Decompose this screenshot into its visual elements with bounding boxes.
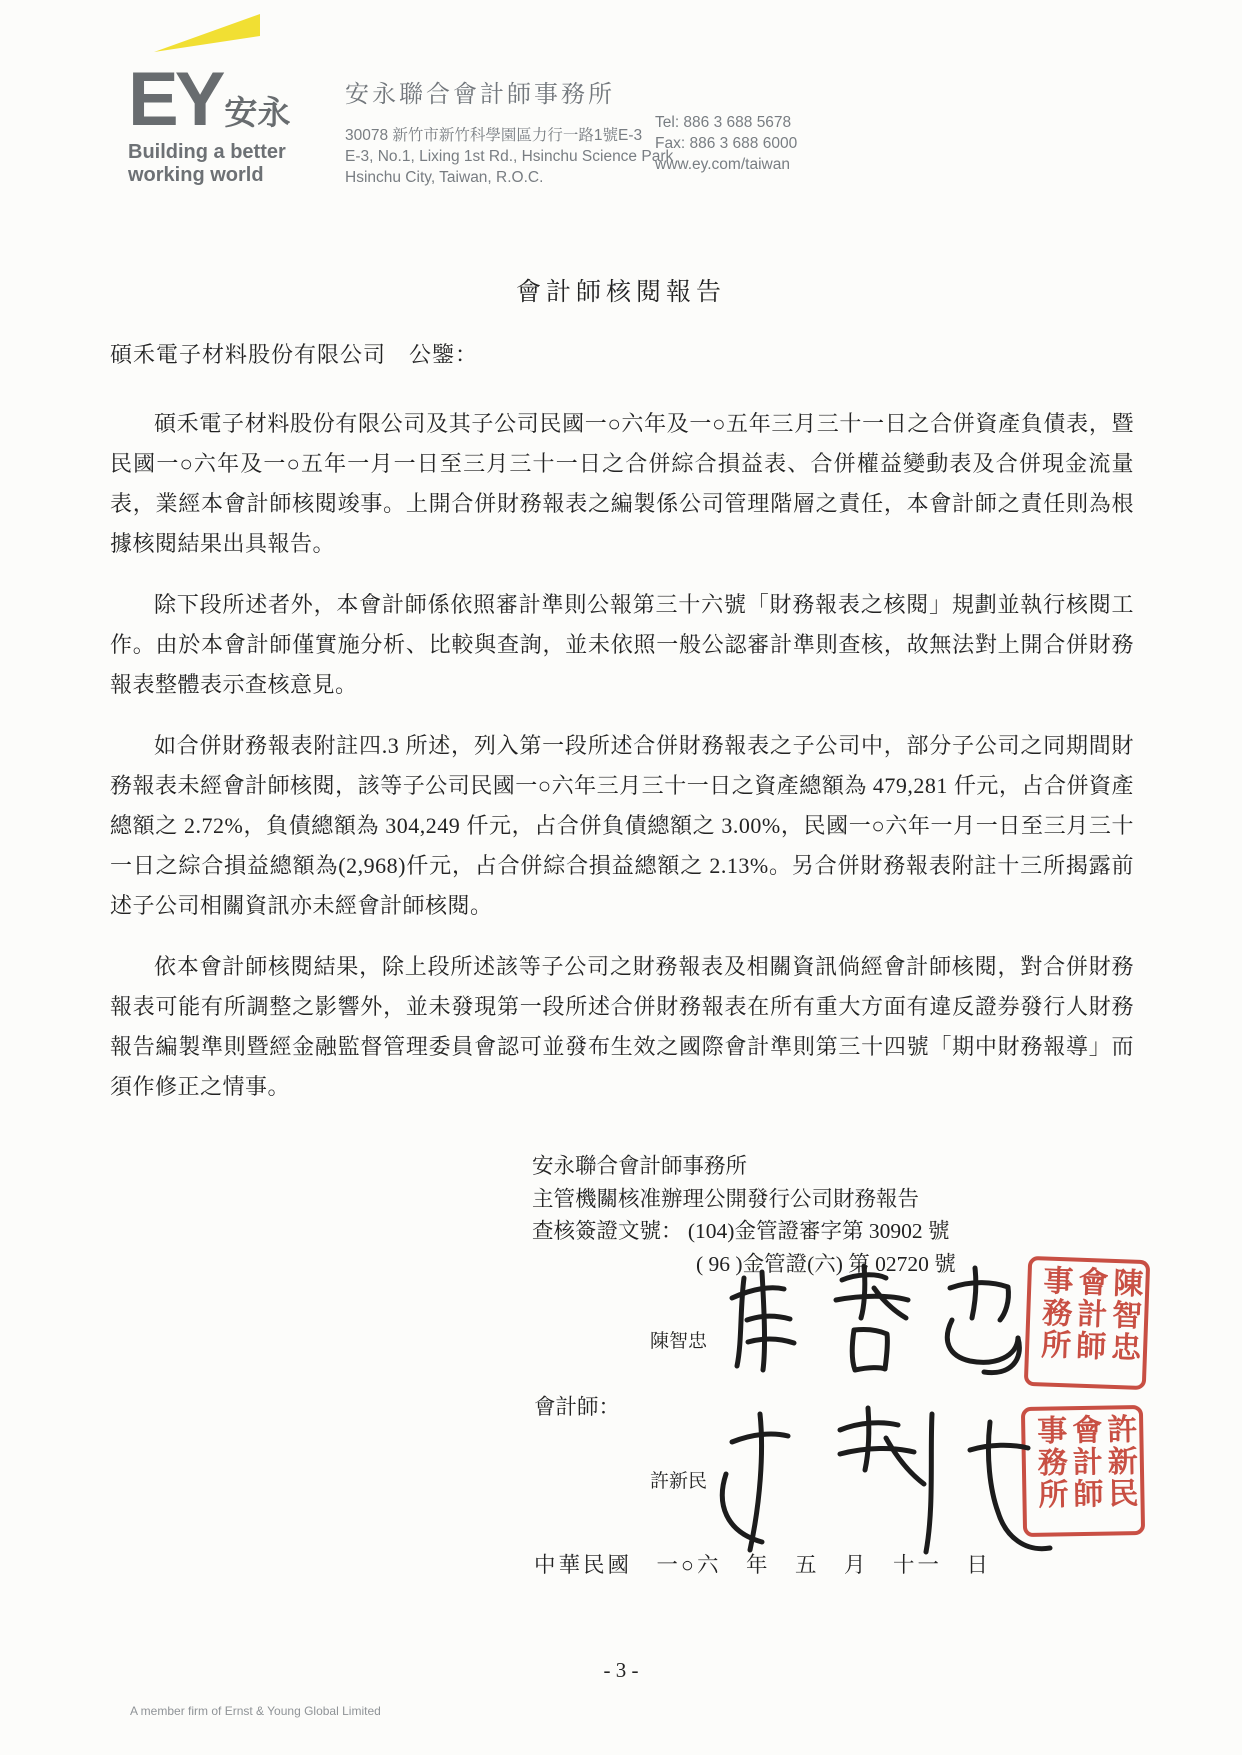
docno-value1: (104)金管證審字第 30902 號: [687, 1219, 950, 1243]
docno-value2: ( 96 )金管證(六) 第 02720 號: [696, 1251, 956, 1276]
handwritten-signature-hsu: [698, 1394, 1078, 1576]
letterhead-address: [345, 125, 673, 188]
website-line: www.ey.com/taiwan: [655, 156, 790, 173]
report-date: 中華民國 一○六 年 五 月 十一 日: [534, 1553, 991, 1577]
page-number: - 3 -: [603, 1658, 639, 1682]
ey-wordmark: EY: [128, 57, 222, 142]
handwritten-signature-chen: [722, 1258, 1058, 1380]
report-paragraph-2: 除下段所述者外，本會計師係依照審計準則公報第三十六號「財務報表之核閱」規劃並執行核閱工作。由於本會計師僅實施分析、比較與查詢，並未依照一般公認審計準則查核，故無法對上開合併財務報表整體表示查核意見。: [110, 592, 1134, 697]
letterhead-firm-name: 安永聯合會計師事務所: [345, 81, 615, 108]
address-line2: E-3, No.1, Lixing 1st Rd., Hsinchu Science Park: [345, 148, 674, 165]
report-paragraph-4: 依本會計師核閱結果，除上段所述該等子公司之財務報表及相關資訊倘經會計師核閱，對合併財務報表可能有所調整之影響外，並未發現第一段所述合併財務報表在所有重大方面有違反證券發行人財務報告編製準則暨經金融監督管理委員會認可並發布生效之國際會計準則第三十四號「期中財務報導」而須作修正之情事。: [110, 954, 1134, 1099]
tel-line: Tel: 886 3 688 5678: [655, 114, 792, 131]
ey-logo: [128, 14, 338, 187]
report-body: [110, 404, 1134, 1128]
ey-tagline-line1: Building a better: [128, 141, 286, 164]
accountant2-printed-name: 許新民: [650, 1471, 708, 1492]
address-line1: 30078 新竹市新竹科學園區力行一路1號E-3: [345, 127, 643, 144]
red-seal-hsu: 許新民會計師事務所: [1021, 1405, 1145, 1537]
report-addressee: 碩禾電子材料股份有限公司 公鑒：: [110, 342, 479, 367]
member-firm-note: A member firm of Ernst & Young Global Limited: [130, 1704, 381, 1718]
ey-tagline-line2: working world: [128, 164, 264, 187]
letterhead-contact: [655, 112, 797, 175]
address-line3: Hsinchu City, Taiwan, R.O.C.: [345, 169, 544, 186]
signature-firm-name: 安永聯合會計師事務所: [532, 1154, 748, 1178]
docno-label: 查核簽證文號：: [532, 1219, 683, 1243]
report-paragraph-1: 碩禾電子材料股份有限公司及其子公司民國一○六年及一○五年三月三十一日之合併資產負債表，暨民國一○六年及一○五年一月一日至三月三十一日之合併綜合損益表、合併權益變動表及合併現金流量表，業經本會計師核閱竣事。上開合併財務報表之編製係公司管理階層之責任，本會計師之責任則為根據核閱結果出具報告。: [110, 411, 1134, 556]
ey-wordmark-cjk: 安永: [224, 94, 291, 132]
signature-docno-line1: [532, 1215, 956, 1248]
red-seal-chen: 陳智忠會計師事務所: [1024, 1256, 1150, 1390]
report-title: 會計師核閱報告: [515, 279, 726, 306]
accountant1-printed-name: 陳智忠: [650, 1331, 708, 1352]
signature-approval-line: 主管機關核准辦理公開發行公司財務報告: [532, 1186, 920, 1211]
ey-tagline: [128, 141, 338, 187]
ey-beam-icon: [154, 14, 260, 54]
report-paragraph-3: 如合併財務報表附註四.3 所述，列入第一段所述合併財務報表之子公司中，部分子公司之同期間財務報表未經會計師核閱，該等子公司民國一○六年三月三十一日之資產總額為 479,281 仟元，占合併資產總額之 2.72%，負債總額為 304,249 仟元，占合併負債總額之 3.00%，民國一○六年一月一日至三月三十一日之綜合損益總額為(2,968)仟元，占合併綜合損益總額之 2.13%。另合併財務報表附註十三所揭露前述子公司相關資訊亦未經會計師核閱。: [110, 733, 1134, 918]
fax-line: Fax: 886 3 688 6000: [655, 135, 798, 152]
accountant-label: 會計師：: [534, 1395, 621, 1419]
